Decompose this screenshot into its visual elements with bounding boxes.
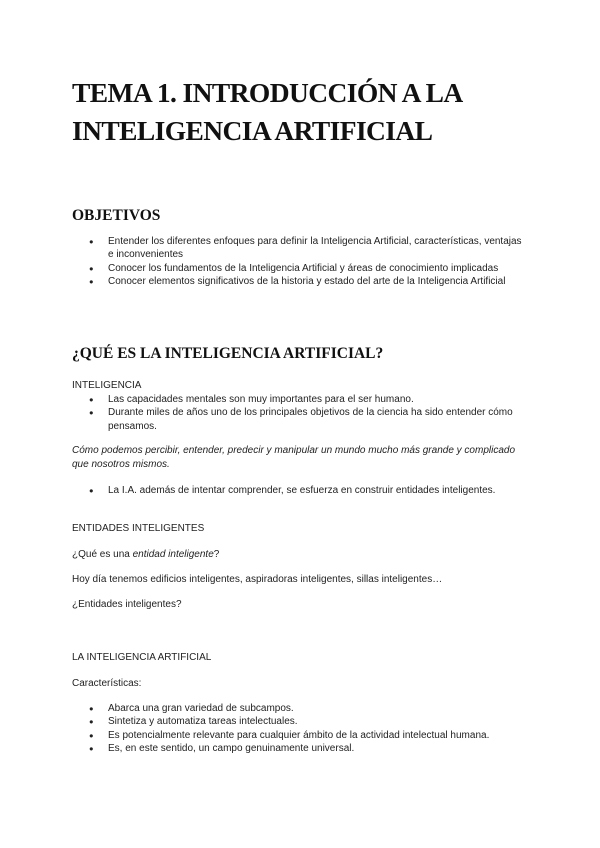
entidades-label: ENTIDADES INTELIGENTES [72, 523, 205, 534]
list-item: ● Las capacidades mentales son muy importantes para el ser humano. [72, 393, 528, 406]
list-item: ● Es potencialmente relevante para cualquier ámbito de la actividad intelectual humana. [72, 729, 528, 742]
inteligencia-list [72, 393, 528, 433]
entidades-question: ¿Entidades inteligentes? [72, 599, 182, 610]
inteligencia-label: INTELIGENCIA [72, 380, 142, 391]
document-title: TEMA 1. INTRODUCCIÓN A LA INTELIGENCIA ARTIFICIAL [72, 77, 462, 146]
la-ia-label: LA INTELIGENCIA ARTIFICIAL [72, 652, 212, 663]
list-item: ● Conocer los fundamentos de la Inteligencia Artificial y áreas de conocimiento implicadas [72, 262, 528, 275]
entidad-question [72, 548, 528, 562]
hoy-dia-text: Hoy día tenemos edificios inteligentes, aspiradoras inteligentes, sillas inteligentes… [72, 574, 443, 585]
italic-question: Cómo podemos percibir, entender, predecir y manipular un mundo mucho más grande y complicado que nosotros mismos. [72, 445, 516, 470]
list-item: ● Entender los diferentes enfoques para definir la Inteligencia Artificial, características, ventajas e inconvenientes [72, 235, 528, 262]
ia-list [72, 484, 528, 497]
que-es-heading: ¿QUÉ ES LA INTELIGENCIA ARTIFICIAL? [72, 345, 384, 362]
list-item: ● Abarca una gran variedad de subcampos. [72, 702, 528, 715]
list-item: ● Es, en este sentido, un campo genuinamente universal. [72, 742, 528, 755]
entidad-question-italic: entidad inteligente [132, 549, 214, 560]
list-item: ● La I.A. además de intentar comprender, se esfuerza en construir entidades inteligentes. [72, 484, 528, 497]
caracteristicas-label: Características: [72, 678, 142, 689]
list-item: ● Conocer elementos significativos de la historia y estado del arte de la Inteligencia Artificial [72, 275, 528, 288]
list-item: ● Durante miles de años uno de los principales objetivos de la ciencia ha sido entender cómo pensamos. [72, 406, 528, 433]
entidad-question-suffix: ? [213, 549, 220, 560]
list-item: ● Sintetiza y automatiza tareas intelectuales. [72, 715, 528, 728]
entidad-question-prefix: ¿Qué es una [72, 549, 133, 560]
objetivos-heading: OBJETIVOS [72, 207, 161, 224]
objetivos-list [72, 235, 528, 289]
caracteristicas-list [72, 702, 528, 756]
